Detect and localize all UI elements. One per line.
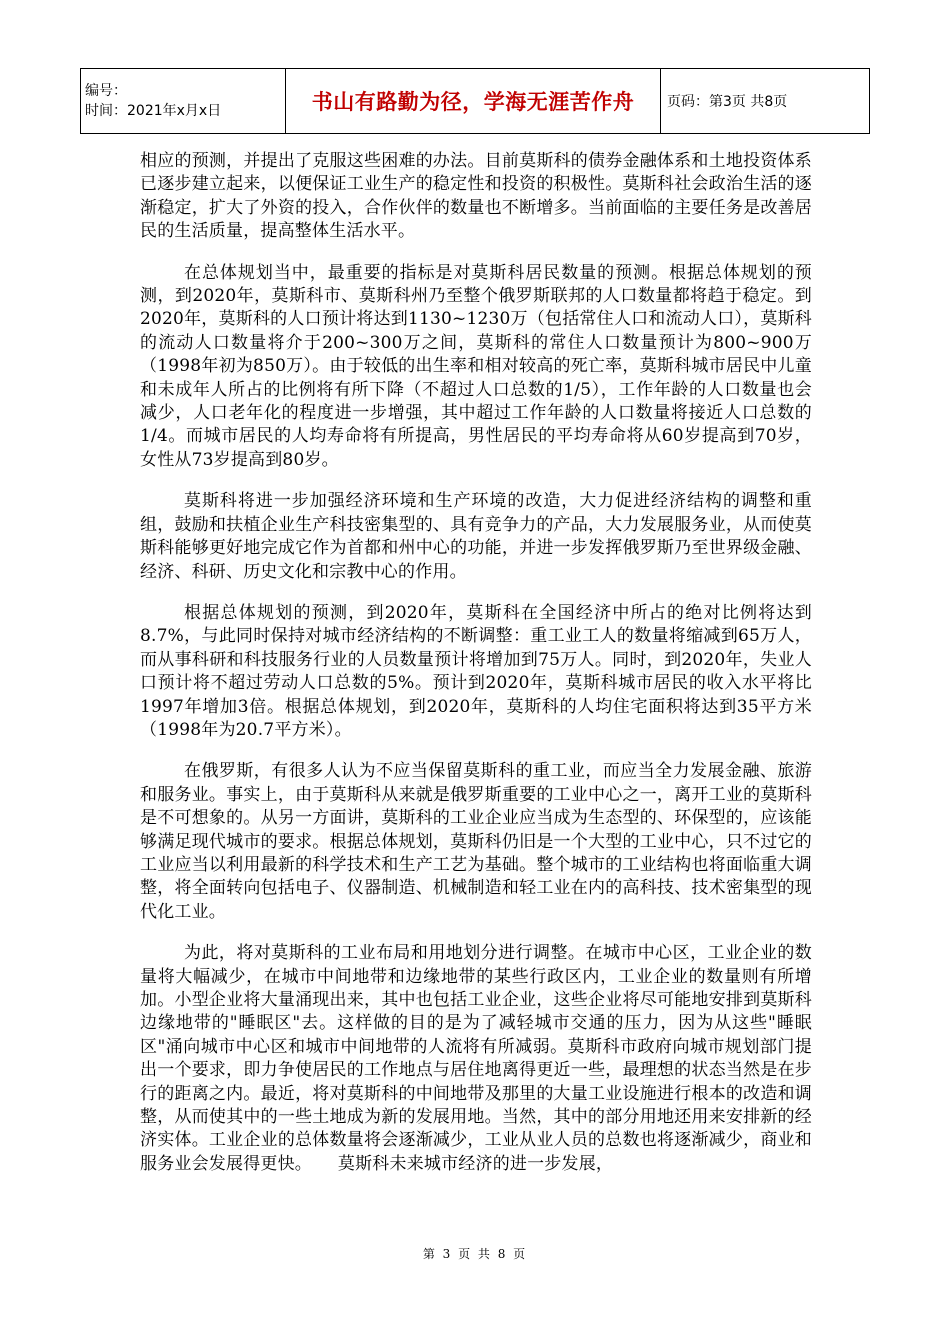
document-header xyxy=(80,68,870,134)
paragraph: 根据总体规划的预测，到2020年，莫斯科在全国经济中所占的绝对比例将达到8.7%，与此同时保持对城市经济结构的不断调整：重工业工人的数量将缩减到65万人，而从事科研和科技服务行业的人员数量预计将增加到75万人。同时，到2020年，失业人口预计将不超过劳动人口总数的5%。预计到2020年，莫斯科城市居民的收入水平将比1997年增加3倍。根据总体规划，到2020年，莫斯科的人均住宅面积将达到35平方米（1998年为20.7平方米）。 xyxy=(140,602,812,740)
document-time-label: 时间：2021年x月x日 xyxy=(85,103,222,119)
document-number-label: 编号： xyxy=(85,83,127,99)
paragraph: 在俄罗斯，有很多人认为不应当保留莫斯科的重工业，而应当全力发展金融、旅游和服务业。事实上，由于莫斯科从来就是俄罗斯重要的工业中心之一，离开工业的莫斯科是不可想象的。从另一方面讲，莫斯科的工业企业应当成为生态型的、环保型的，应该能够满足现代城市的要求。根据总体规划，莫斯科仍旧是一个大型的工业中心，只不过它的工业应当以利用最新的科学技术和生产工艺为基础。整个城市的工业结构也将面临重大调整，将全面转向包括电子、仪器制造、机械制造和轻工业在内的高科技、技术密集型的现代化工业。 xyxy=(140,761,812,922)
paragraph-continuation: 相应的预测，并提出了克服这些困难的办法。目前莫斯科的债券金融体系和土地投资体系已逐步建立起来，以便保证工业生产的稳定性和投资的积极性。莫斯科社会政治生活的逐渐稳定，扩大了外资的投入，合作伙伴的数量也不断增多。当前面临的主要任务是改善居民的生活质量，提高整体生活水平。 xyxy=(140,151,812,242)
paragraph: 莫斯科将进一步加强经济环境和生产环境的改造，大力促进经济结构的调整和重组，鼓励和扶植企业生产科技密集型的、具有竞争力的产品，大力发展服务业，从而使莫斯科能够更好地完成它作为首都和州中心的功能，并进一步发挥俄罗斯乃至世界级金融、经济、科研、历史文化和宗教中心的作用。 xyxy=(140,491,812,582)
header-meta-cell xyxy=(81,69,286,134)
page-footer: 第 3 页 共 8 页 xyxy=(422,1247,528,1261)
document-body xyxy=(140,150,812,1194)
paragraph: 为此，将对莫斯科的工业布局和用地划分进行调整。在城市中心区，工业企业的数量将大幅减少，在城市中间地带和边缘地带的某些行政区内，工业企业的数量则有所增加。小型企业将大量涌现出来，其中也包括工业企业，这些企业将尽可能地安排到莫斯科边缘地带的"睡眠区"去。这样做的目的是为了减轻城市交通的压力，因为从这些"睡眠区"涌向城市中心区和城市中间地带的人流将有所减弱。莫斯科市政府向城市规划部门提出一个要求，即力争使居民的工作地点与居住地离得更近一些，最理想的状态当然是在步行的距离之内。最近，将对莫斯科的中间地带及那里的大量工业设施进行根本的改造和调整，从而使其中的一些土地成为新的发展用地。当然，其中的部分用地还用来安排新的经济实体。工业企业的总体数量将会逐渐减少，工业从业人员的总数也将逐渐减少，商业和服务业会发展得更快。 莫斯科未来城市经济的进一步发展， xyxy=(140,943,812,1174)
paragraph: 在总体规划当中，最重要的指标是对莫斯科居民数量的预测。根据总体规划的预测，到2020年，莫斯科市、莫斯科州乃至整个俄罗斯联邦的人口数量都将趋于稳定。到2020年，莫斯科的人口预计将达到1130~1230万（包括常住人口和流动人口），莫斯科的流动人口数量将介于200~300万之间，莫斯科的常住人口数量预计为800~900万（1998年初为850万）。由于较低的出生率和相对较高的死亡率，莫斯科城市居民中儿童和未成年人所占的比例将有所下降（不超过人口总数的1/5），工作年龄的人口数量也会减少，人口老年化的程度进一步增强，其中超过工作年龄的人口数量将接近人口总数的1/4。而城市居民的人均寿命将有所提高，男性居民的平均寿命将从60岁提高到70岁，女性从73岁提高到80岁。 xyxy=(140,262,812,470)
header-page-number: 页码：第3页 共8页 xyxy=(661,69,870,134)
header-motto: 书山有路勤为径，学海无涯苦作舟 xyxy=(286,69,661,134)
